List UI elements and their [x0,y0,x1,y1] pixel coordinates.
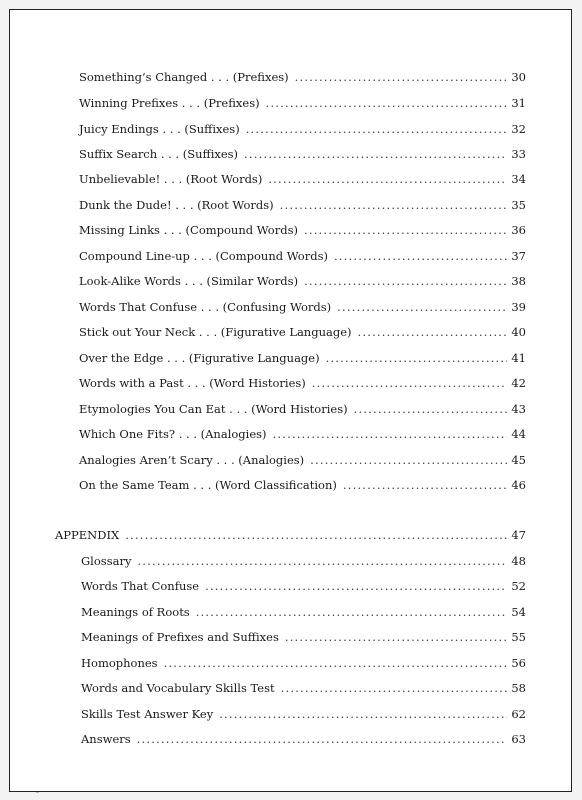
dot-leader [137,554,507,568]
toc-entry[interactable] [79,198,526,212]
toc-entry-title: Words That Confuse . . . (Confusing Words) [79,300,332,314]
toc-entry[interactable] [79,478,526,492]
toc-page-number: 56 [511,656,526,670]
dot-leader [125,528,507,542]
toc-entry[interactable] [79,147,526,161]
toc-entry[interactable] [79,427,526,441]
toc-entry-title: Compound Line-up . . . (Compound Words) [79,249,328,263]
dot-leader [205,579,507,593]
toc-entry-title: Missing Links . . . (Compound Words) [79,223,298,237]
toc-page-number: 55 [511,630,526,644]
toc-entry-title: Suffix Search . . . (Suffixes) [79,147,239,161]
toc-entry-title: Winning Prefixes . . . (Prefixes) [79,96,260,110]
toc-entry-title: Analogies Aren’t Scary . . . (Analogies) [79,453,305,467]
toc-page-number: 58 [511,681,526,695]
dot-leader [268,172,507,186]
dot-leader [244,147,507,161]
dot-leader [285,630,508,644]
toc-page-number: 44 [511,427,526,441]
dot-leader [164,656,508,670]
dot-leader [304,223,507,237]
dot-leader [326,351,508,365]
toc-page-number: 42 [511,376,526,390]
dot-leader [304,274,507,288]
toc-page-number: 32 [511,122,526,136]
toc-page-number: 48 [511,554,526,568]
toc-entry-title: Homophones [81,656,158,670]
dot-leader [273,427,508,441]
dot-leader [246,122,508,136]
dot-leader [137,732,508,746]
toc-entry[interactable] [79,223,526,237]
dot-leader [196,605,508,619]
toc-entry[interactable] [79,122,526,136]
dot-leader [337,300,507,314]
toc-page-number: 40 [511,325,526,339]
toc-entry-title: Glossary [81,554,132,568]
toc-entry[interactable] [79,70,526,84]
toc-page-number: 63 [511,732,526,746]
toc-page-number: 43 [511,402,526,416]
toc-entry-title: On the Same Team . . . (Word Classification) [79,478,337,492]
toc-entry[interactable] [79,376,526,390]
toc-page-number: 38 [511,274,526,288]
toc-entry[interactable] [79,325,526,339]
dot-leader [354,402,508,416]
toc-appendix-heading[interactable] [55,528,526,542]
toc-entry-title: Words That Confuse [81,579,200,593]
toc-entry-title: Etymologies You Can Eat . . . (Word Histories) [79,402,348,416]
document-page [9,9,572,792]
toc-entry-title: Words with a Past . . . (Word Histories) [79,376,306,390]
dot-leader [358,325,508,339]
toc-appendix-entry[interactable] [81,630,526,644]
toc-page-number: 52 [511,579,526,593]
toc-entry[interactable] [79,274,526,288]
toc-page-number: 39 [511,300,526,314]
toc-appendix-entry[interactable] [81,656,526,670]
dot-leader [312,376,508,390]
toc-appendix-entry[interactable] [81,605,526,619]
toc-entry-title: Which One Fits? . . . (Analogies) [79,427,267,441]
dot-leader [334,249,507,263]
toc-entry[interactable] [79,453,526,467]
scan-mark [36,792,39,793]
dot-leader [281,681,508,695]
toc-appendix-entry[interactable] [81,732,526,746]
dot-leader [280,198,508,212]
toc-appendix-entry[interactable] [81,579,526,593]
toc-entry-title: Skills Test Answer Key [81,707,214,721]
toc-page-number: 34 [511,172,526,186]
toc-entry-title: Unbelievable! . . . (Root Words) [79,172,263,186]
toc-entry-title: Juicy Endings . . . (Suffixes) [79,122,240,136]
dot-leader [343,478,507,492]
dot-leader [219,707,507,721]
toc-entry-title: Dunk the Dude! . . . (Root Words) [79,198,274,212]
toc-entry-title: Over the Edge . . . (Figurative Language) [79,351,320,365]
toc-entry-title: Something’s Changed . . . (Prefixes) [79,70,289,84]
dot-leader [295,70,508,84]
toc-page-number: 46 [511,478,526,492]
toc-entry-title: Answers [81,732,131,746]
toc-entry-title: APPENDIX [55,528,120,542]
toc-page-number: 47 [511,528,526,542]
toc-entry-title: Stick out Your Neck . . . (Figurative Language) [79,325,352,339]
toc-appendix-entry[interactable] [81,707,526,721]
toc-entry-title: Meanings of Roots [81,605,190,619]
toc-entry[interactable] [79,402,526,416]
toc-page-number: 41 [511,351,526,365]
toc-appendix-entry[interactable] [81,681,526,695]
toc-entry[interactable] [79,249,526,263]
toc-page-number: 62 [511,707,526,721]
toc-entry-title: Words and Vocabulary Skills Test [81,681,275,695]
toc-entry[interactable] [79,96,526,110]
dot-leader [266,96,508,110]
toc-entry-title: Look-Alike Words . . . (Similar Words) [79,274,299,288]
toc-page-number: 33 [511,147,526,161]
toc-entry[interactable] [79,300,526,314]
toc-entry-title: Meanings of Prefixes and Suffixes [81,630,279,644]
dot-leader [310,453,507,467]
toc-appendix-entry[interactable] [81,554,526,568]
toc-page-number: 36 [511,223,526,237]
toc-page-number: 45 [511,453,526,467]
toc-page-number: 37 [511,249,526,263]
toc-page-number: 54 [511,605,526,619]
toc-page-number: 35 [511,198,526,212]
toc-entry[interactable] [79,172,526,186]
toc-page-number: 30 [511,70,526,84]
toc-page-number: 31 [511,96,526,110]
toc-entry[interactable] [79,351,526,365]
